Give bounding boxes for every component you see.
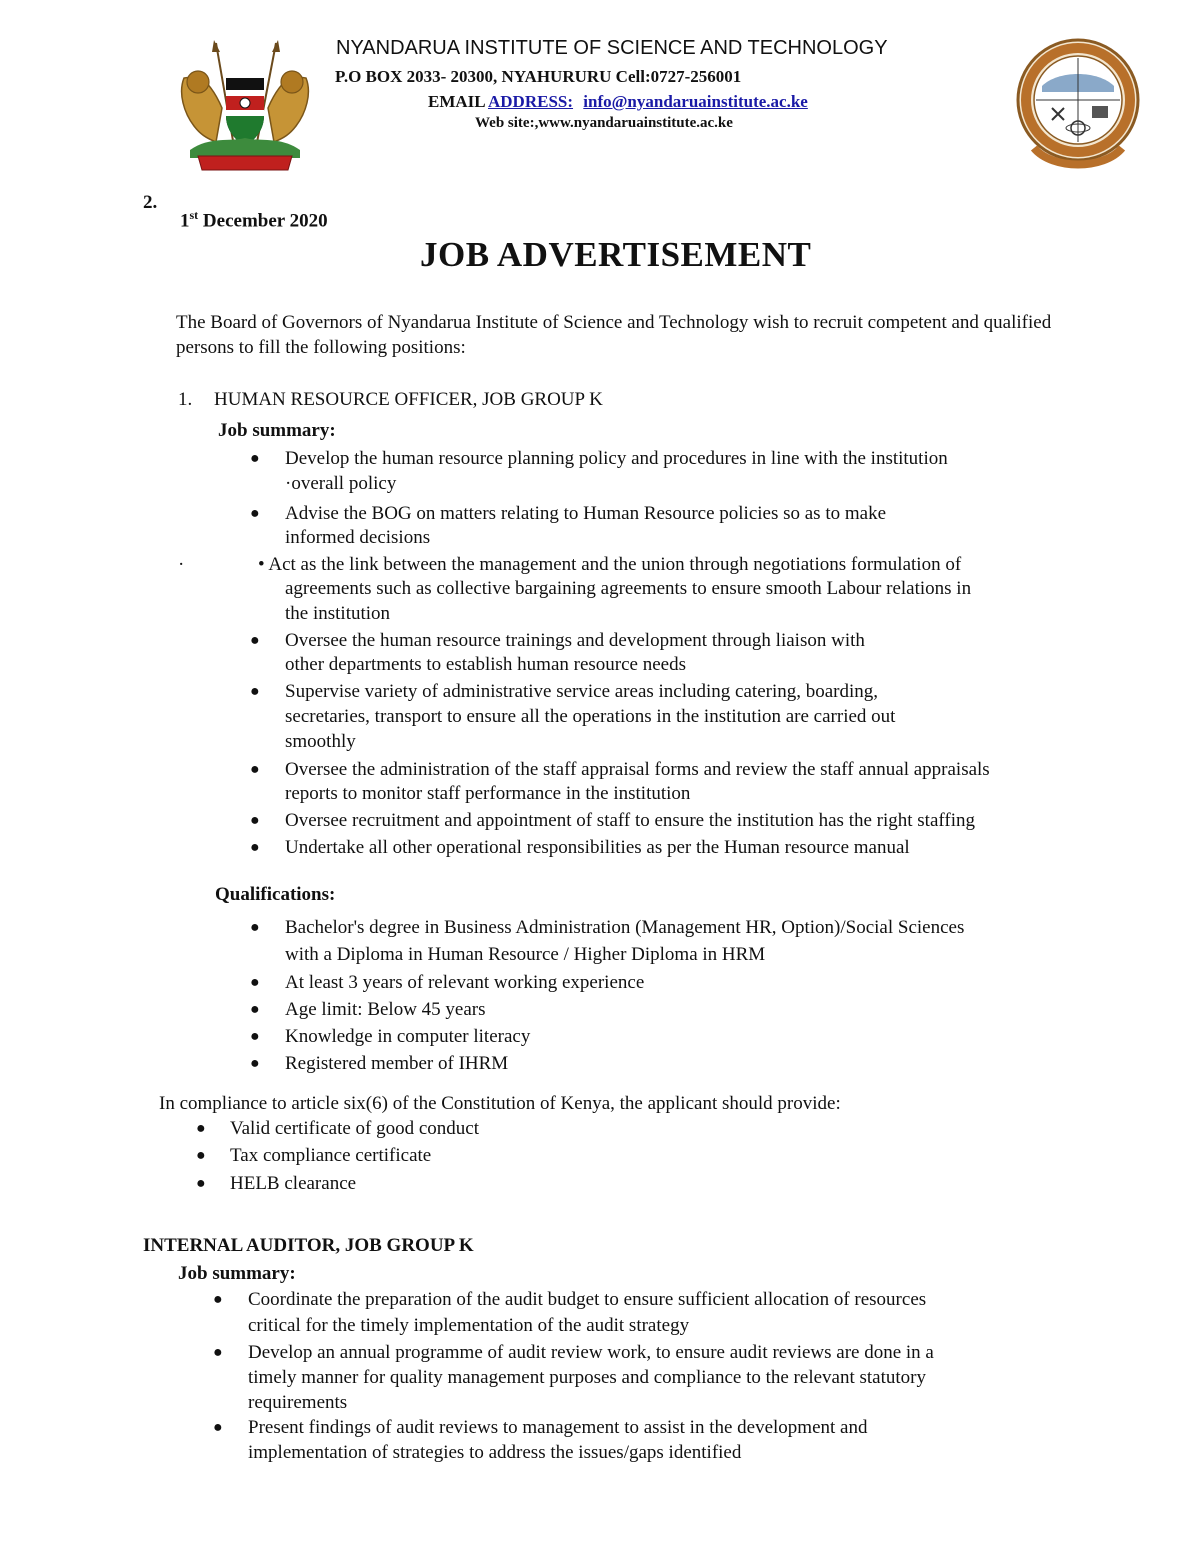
stray-dot: · (178, 554, 185, 575)
email-label: EMAIL (428, 92, 485, 111)
position-1-summary-label: Job summary: (218, 420, 336, 441)
list-item: Coordinate the preparation of the audit budget to ensure sufficient allocation of resources (248, 1289, 927, 1310)
email-link[interactable]: info@nyandaruainstitute.ac.ke (583, 92, 808, 111)
bullet-icon: ● (213, 1419, 223, 1436)
date-suffix: st (189, 208, 199, 222)
position-1-title: HUMAN RESOURCE OFFICER, JOB GROUP K (214, 389, 603, 410)
position-1-qualifications-label: Qualifications: (215, 884, 336, 905)
bullet-icon: ● (250, 450, 260, 467)
date-day: 1 (180, 210, 190, 232)
bullet-icon: ● (250, 761, 260, 778)
position-2-title: INTERNAL AUDITOR, JOB GROUP K (143, 1235, 474, 1256)
list-item: agreements such as collective bargaining agreements to ensure smooth Labour relations in (285, 578, 972, 599)
email-line (428, 92, 808, 112)
bullet-icon: ● (250, 1055, 260, 1072)
list-item: timely manner for quality management purposes and compliance to the relevant statutory (248, 1367, 926, 1388)
list-item: Valid certificate of good conduct (230, 1118, 480, 1139)
institution-name: NYANDARUA INSTITUTE OF SCIENCE AND TECHNOLOGY (336, 37, 888, 59)
list-item: Undertake all other operational responsibilities as per the Human resource manual (285, 837, 910, 858)
bullet-icon: ● (250, 632, 260, 649)
list-item: Oversee recruitment and appointment of staff to ensure the institution has the right staffing (285, 810, 975, 831)
list-item: Oversee the human resource trainings and development through liaison with (285, 630, 865, 651)
bullet-icon: ● (250, 1028, 260, 1045)
list-item: Oversee the administration of the staff appraisal forms and review the staff annual appraisals (285, 759, 990, 780)
list-item: Develop an annual programme of audit review work, to ensure audit reviews are done in a (248, 1342, 934, 1363)
list-item: Bachelor's degree in Business Administration (Management HR, Option)/Social Sciences (285, 917, 965, 938)
list-item: smoothly (285, 731, 356, 752)
intro-paragraph: The Board of Governors of Nyandarua Institute of Science and Technology wish to recruit competent and qualified persons to fill the following positions: (176, 312, 1052, 358)
list-item: requirements (248, 1392, 348, 1413)
list-item: Supervise variety of administrative service areas including catering, boarding, (285, 681, 879, 702)
bullet-icon: ● (250, 1001, 260, 1018)
page-title: JOB ADVERTISEMENT (420, 235, 812, 274)
position-1-number: 1. (178, 389, 193, 410)
list-item: Advise the BOG on matters relating to Human Resource policies so as to make (285, 503, 887, 524)
bullet-icon: ● (250, 974, 260, 991)
bullet-icon: ● (250, 683, 260, 700)
list-item: reports to monitor staff performance in the institution (285, 783, 691, 804)
date-rest: December 2020 (198, 210, 328, 232)
list-item: the institution (285, 603, 391, 624)
list-item: Age limit: Below 45 years (285, 999, 486, 1020)
institute-seal-logo (1012, 30, 1144, 180)
list-item: HELB clearance (230, 1173, 357, 1194)
bullet-icon: ● (196, 1120, 206, 1137)
list-item: Develop the human resource planning policy and procedures in line with the institution (285, 448, 948, 469)
bullet-icon: ● (250, 839, 260, 856)
bullet-icon: ● (250, 505, 260, 522)
bullet-icon: ● (250, 812, 260, 829)
list-item: Tax compliance certificate (230, 1145, 432, 1166)
bullet-icon: ● (213, 1291, 223, 1308)
position-2-summary-label: Job summary: (178, 1263, 296, 1284)
list-item: Registered member of IHRM (285, 1053, 509, 1074)
list-item: • Act as the link between the management and the union through negotiations formulation of (258, 554, 962, 575)
page-number: 2. (143, 192, 158, 213)
bullet-icon: ● (213, 1344, 223, 1361)
list-item: ·overall policy (285, 473, 397, 494)
website-line: Web site:,www.nyandaruainstitute.ac.ke (475, 115, 733, 131)
date (180, 208, 328, 232)
list-item: Present findings of audit reviews to management to assist in the development and (248, 1417, 868, 1438)
list-item: Knowledge in computer literacy (285, 1026, 531, 1047)
email-address-label: ADDRESS: (488, 92, 574, 111)
list-item: other departments to establish human resource needs (285, 654, 686, 675)
list-item: implementation of strategies to address the issues/gaps identified (248, 1442, 742, 1463)
postal-address: P.O BOX 2033- 20300, NYAHURURU Cell:0727-256001 (335, 67, 742, 86)
list-item: At least 3 years of relevant working experience (285, 972, 645, 993)
list-item: informed decisions (285, 527, 431, 548)
compliance-intro: In compliance to article six(6) of the Constitution of Kenya, the applicant should provide: (159, 1093, 841, 1114)
bullet-icon: ● (196, 1175, 206, 1192)
coat-of-arms-logo (176, 38, 314, 176)
bullet-icon: ● (250, 919, 260, 936)
list-item: secretaries, transport to ensure all the operations in the institution are carried out (285, 706, 896, 727)
list-item: with a Diploma in Human Resource / Higher Diploma in HRM (285, 944, 766, 965)
bullet-icon: ● (196, 1147, 206, 1164)
list-item: critical for the timely implementation of the audit strategy (248, 1315, 690, 1336)
